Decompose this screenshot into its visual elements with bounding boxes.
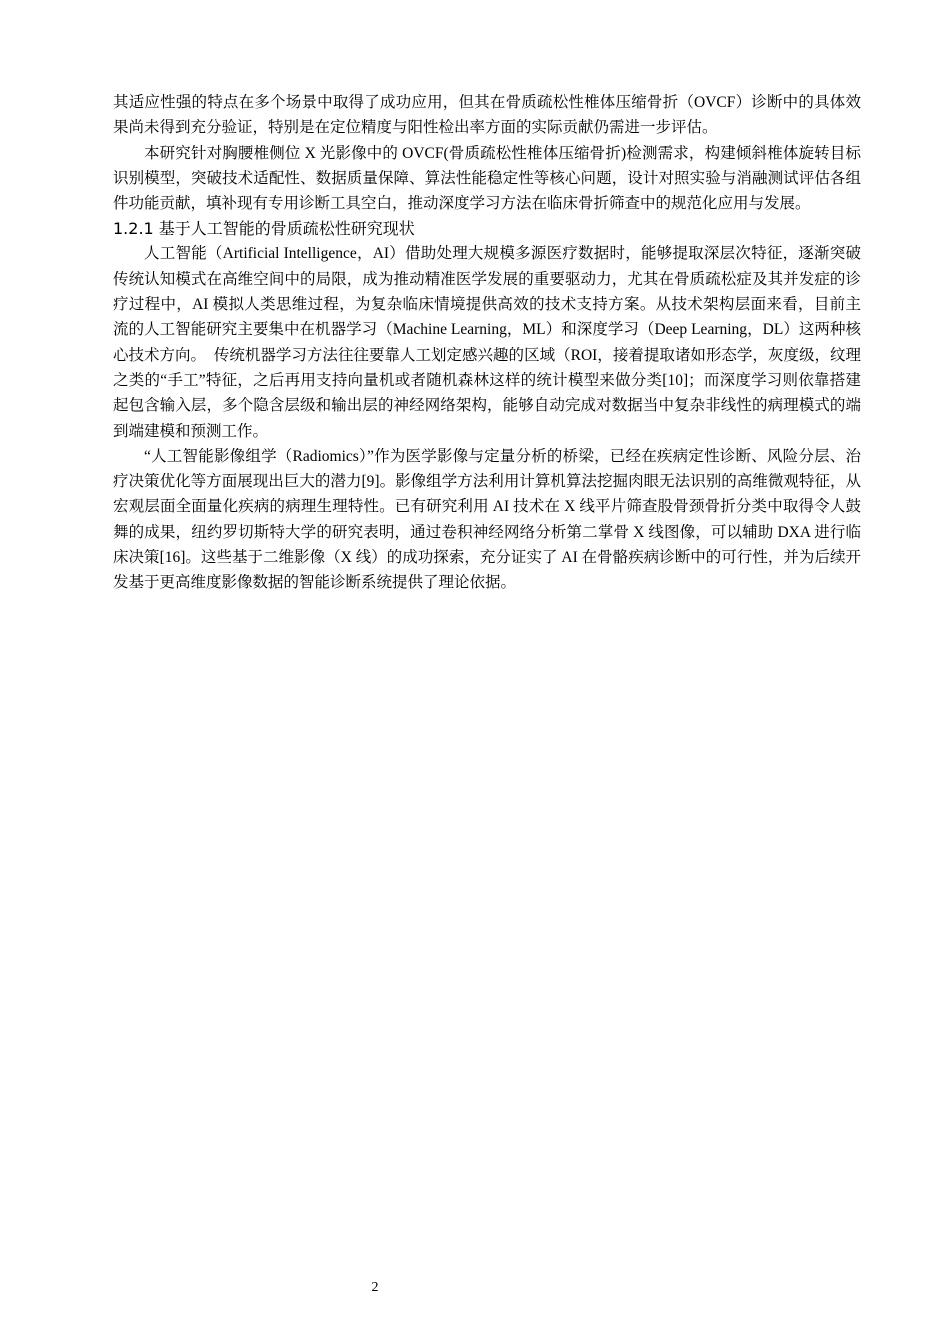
paragraph-research-aim: 本研究针对胸腰椎侧位 X 光影像中的 OVCF(骨质疏松性椎体压缩骨折)检测需求，构建倾斜椎体旋转目标识别模型，突破技术适配性、数据质量保障、算法性能稳定性等核心问题，设计对照实验与消融测试评估各组件功能贡献，填补现有专用诊断工具空白，推动深度学习方法在临床骨折筛查中的规范化应用与发展。 xyxy=(113,144,861,213)
page-number: 2 xyxy=(371,1280,379,1295)
paragraph-radiomics: “人工智能影像组学（Radiomics）”作为医学影像与定量分析的桥梁，已经在疾病定性诊断、风险分层、治疗决策优化等方面展现出巨大的潜力[9]。影像组学方法利用计算机算法挖掘肉眼无法识别的高维微观特征，从宏观层面全面量化疾病的病理生理特性。已有研究利用 AI 技术在 X 线平片筛查股骨颈骨折分类中取得令人鼓舞的成果，纽约罗切斯特大学的研究表明，通过卷积神经网络分析第二掌骨 X 线图像，可以辅助 DXA 进行临床决策[16]。这些基于二维影像（X 线）的成功探索，充分证实了 AI 在骨骼疾病诊断中的可行性，并为后续开发基于更高维度影像数据的智能诊断系统提供了理论依据。 xyxy=(113,447,861,592)
paragraph-ai-overview: 人工智能（Artificial Intelligence，AI）借助处理大规模多源医疗数据时，能够提取深层次特征，逐渐突破传统认知模式在高维空间中的局限，成为推动精准医学发展的重要驱动力，尤其在骨质疏松症及其并发症的诊疗过程中，AI 模拟人类思维过程，为复杂临床情境提供高效的技术支持方案。从技术架构层面来看，目前主流的人工智能研究主要集中在机器学习（Machine Learning，ML）和深度学习（Deep Learning，DL）这两种核心技术方向。 传统机器学习方法往往要靠人工划定感兴趣的区域（ROI，接着提取诸如形态学，灰度级，纹理之类的“手工”特征，之后再用支持向量机或者随机森林这样的统计模型来做分类[10]；而深度学习则依靠搭建起包含输入层，多个隐含层级和输出层的神经网络架构，能够自动完成对数据当中复杂非线性的病理模式的端到端建模和预测工作。 xyxy=(113,245,861,440)
page-body xyxy=(113,90,861,596)
section-heading: 1.2.1 基于人工智能的骨质疏松性研究现状 xyxy=(113,219,415,239)
paragraph-continuation: 其适应性强的特点在多个场景中取得了成功应用，但其在骨质疏松性椎体压缩骨折（OVCF）诊断中的具体效果尚未得到充分验证，特别是在定位精度与阳性检出率方面的实际贡献仍需进一步评估。 xyxy=(113,94,861,137)
